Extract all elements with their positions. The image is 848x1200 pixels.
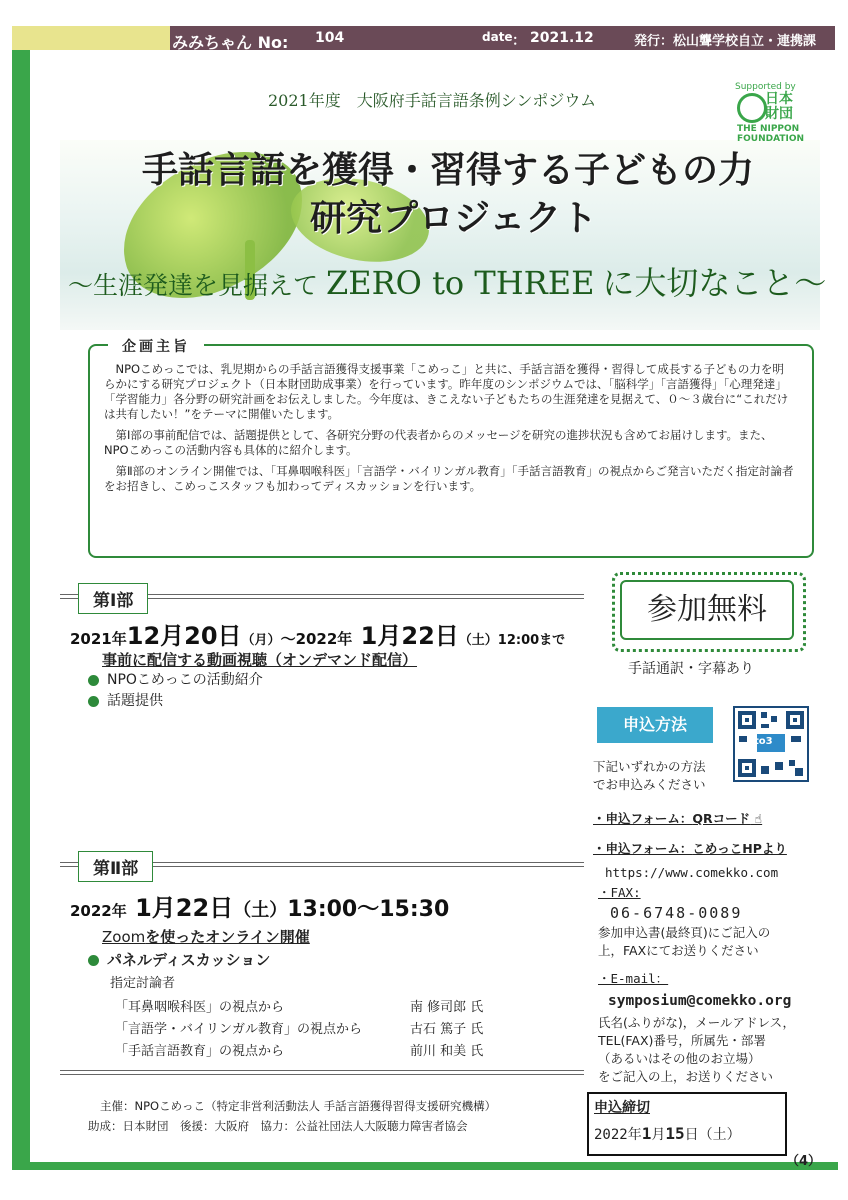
panelist-view-2: 「言語学・バイリンガル教育」の視点から <box>115 1022 363 1037</box>
part1-description: 事前に配信する動画視聴（オンデマンド配信） <box>102 651 418 669</box>
symposium-label: 2021年度 大阪府手話言語条例シンポジウム <box>268 91 597 110</box>
panelist-name-3: 前川 和美 氏 <box>410 1044 484 1059</box>
footer-host: 主催：NPOこめっこ（特定非営利活動法人 手話言語獲得習得支援研究機構） <box>100 1099 497 1113</box>
footer-rule <box>60 1070 584 1075</box>
footer-support: 助成：日本財団 後援：大阪府 協力：公益社団法人大阪聴力障害者協会 <box>88 1119 468 1133</box>
apply-form-hp[interactable]: ・申込フォーム：こめっこHPより <box>593 841 787 856</box>
purpose-title: 企画主旨 <box>108 336 204 356</box>
logo-en: THE NIPPON FOUNDATION <box>737 124 805 144</box>
nippon-foundation-logo-icon <box>737 93 767 123</box>
header-series: みみちゃん No: <box>172 33 289 52</box>
interpreting-note: 手話通訳・字幕あり <box>628 661 754 677</box>
apply-method-label: 申込方法 <box>597 707 713 743</box>
free-admission-label: 参加無料 <box>620 580 794 640</box>
purpose-paragraph-3: 第Ⅱ部のオンライン開催では、「耳鼻咽喉科医」「言語学・バイリンガル教育」「手話言語教育」の視点からご発言いただく指定討論者をお招きし、こめっこスタッフも加わってディスカッションを行います。 <box>104 464 794 493</box>
left-border <box>12 50 30 1168</box>
purpose-text <box>104 362 794 494</box>
panelist-name-2: 古石 篤子 氏 <box>410 1022 484 1037</box>
part2-dates: 2022年 1月22日（土）13:00～15:30 <box>70 894 450 922</box>
part1-label: 第Ⅰ部 <box>78 583 148 614</box>
part1-dates: 2021年12月20日（月）～2022年 1月22日（土）12:00まで <box>70 622 566 650</box>
panelist-view-1: 「耳鼻咽喉科医」の視点から <box>115 1000 285 1015</box>
apply-form-qr[interactable]: ・申込フォーム：QRコード ☝ <box>593 811 763 826</box>
deadline-date: 2022年1月15日（土） <box>594 1124 741 1143</box>
header-date: 2021.12 <box>530 30 594 46</box>
fax-note: 参加申込書(最終頁)にご記入の 上，FAXにてお送りください <box>598 925 771 958</box>
part1-item-2: 話題提供 <box>88 690 163 710</box>
email-label: ・E-mail： <box>598 971 669 986</box>
bullet-icon <box>88 955 99 966</box>
part2-label: 第Ⅱ部 <box>78 851 153 882</box>
website-url[interactable]: https://www.comekko.com <box>605 865 779 880</box>
bullet-icon <box>88 696 99 707</box>
header-number: 104 <box>315 30 345 46</box>
purpose-paragraph-1: NPOこめっこでは、乳児期からの手話言語獲得支援事業「こめっこ」と共に、手話言語を獲得・習得して成長する子どもの力を明らかにする研究プロジェクト（日本財団助成事業）を行っています。昨年度のシンポジウムでは、「脳科学」「言語獲得」「心理発達」「学習能力」各分野の研究計画をお伝えしました。今年度は、きこえない子どもたちの生涯発達を見据えて、０～３歳台に“これだけは共有したい！”をテーマに開催いたします。 <box>104 362 789 421</box>
bullet-icon <box>88 675 99 686</box>
panelist-view-3: 「手話言語教育」の視点から <box>115 1044 285 1059</box>
header-accent <box>12 26 170 50</box>
deadline-label: 申込締切 <box>594 1100 650 1116</box>
qr-badge: 0to3 <box>747 736 773 747</box>
header-date-label: date <box>482 30 513 44</box>
logo-jp: 日本財団 <box>765 91 793 122</box>
email-note: 氏名(ふりがな)，メールアドレス， TEL(FAX)番号，所属先・部署 （あるいはその他のお立場） をご記入の上，お送りください <box>598 1015 796 1084</box>
footer-band <box>12 1162 838 1170</box>
apply-note: 下記いずれかの方法 でお申込みください <box>593 759 706 792</box>
panelists-label: 指定討論者 <box>110 976 176 991</box>
subtitle: ～生涯発達を見据えて ZERO to THREE に大切なこと～ <box>68 264 827 302</box>
logo-supported-by: Supported by <box>735 82 796 92</box>
part2-description: Zoomを使ったオンライン開催 <box>102 928 310 946</box>
main-title-line1: 手話言語を獲得・習得する子どもの力 <box>142 150 755 191</box>
header-publisher: 発行：松山聾学校自立・連携課 <box>634 34 817 49</box>
fax-label: ・FAX: <box>598 885 641 900</box>
fax-number: 06-6748-0089 <box>610 904 743 922</box>
main-title-line2: 研究プロジェクト <box>310 198 598 239</box>
panelist-name-1: 南 修司郎 氏 <box>410 1000 484 1015</box>
part1-item-1: NPOこめっこの活動紹介 <box>88 669 263 689</box>
purpose-paragraph-2: 第Ⅰ部の事前配信では、話題提供として、各研究分野の代表者からのメッセージを研究の進捗状況も含めてお届けします。また、NPOこめっこの活動内容も具体的に紹介します。 <box>104 428 773 457</box>
page-number: （4） <box>786 1154 822 1169</box>
part2-item: パネルディスカッション <box>88 949 270 970</box>
pointing-hand-icon: ☝ <box>754 811 763 826</box>
email-address[interactable]: symposium@comekko.org <box>608 993 792 1009</box>
